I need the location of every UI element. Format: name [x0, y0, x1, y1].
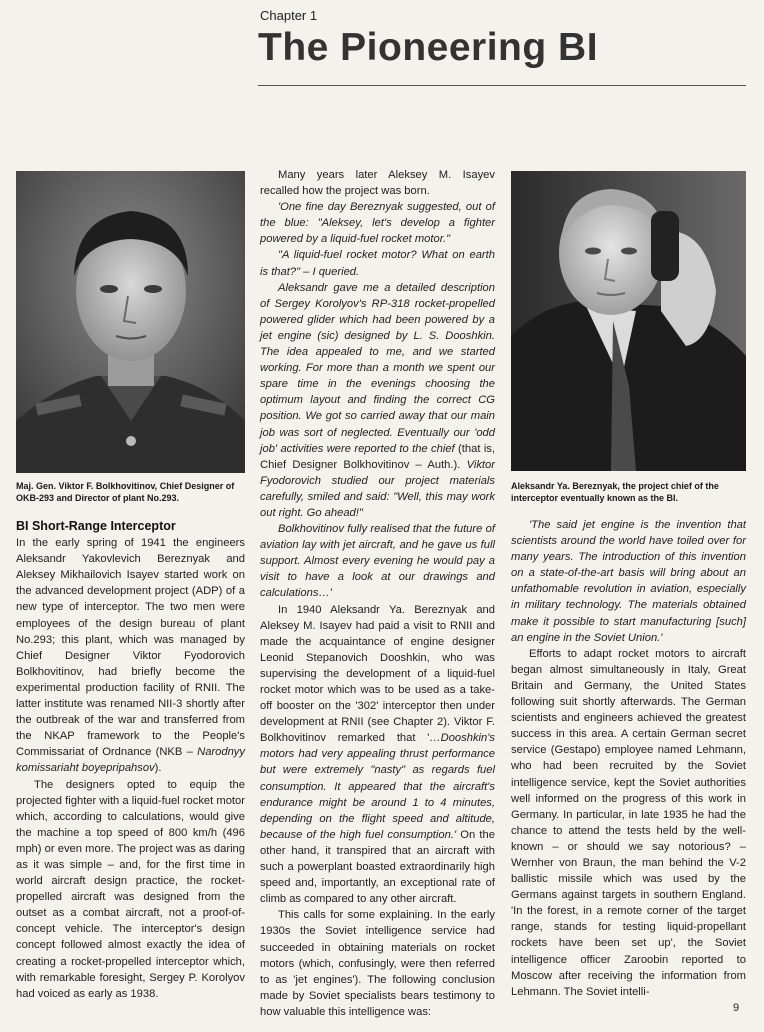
- photo-caption-right: Aleksandr Ya. Bereznyak, the project chief of the interceptor eventually known as the BI.: [511, 481, 719, 503]
- text-column-middle: [260, 167, 495, 1020]
- portrait-photo-bereznyak: [511, 171, 746, 471]
- quote-paragraph: "A liquid-fuel rocket motor? What on earth is that?" – I queried.: [260, 249, 495, 278]
- chapter-label: Chapter 1: [260, 8, 318, 23]
- quote-paragraph: Aleksandr gave me a detailed description of Sergey Korolyov's RP-318 rocket-propelled powered glider which had been powered by a jet engine (sic) designed by L. S. Dooshkin. The idea appealed to me, and we started working. For more than a month we spent our spare time in the evenings choosing the optimum layout and finding the correct CG position. We got so carried away that our main job was sort of neglected. Eventually our 'odd job' activities were reported to the chief (that is, Chief Designer Bolkhovitinov – Auth.). Viktor Fyodorovich studied our project materials carefully, smiled and said: "Well, this may work out right. Go ahead!": [260, 281, 496, 519]
- photo-caption-left: Maj. Gen. Viktor F. Bolkhovitinov, Chief Designer of OKB-293 and Director of plant No.293.: [16, 481, 235, 503]
- paragraph: This calls for some explaining. In the early 1930s the Soviet intelligence service had succeeded in obtaining materials on rocket motors (which, confusingly, were then referred to as 'jet engines'). The following conclusion made by Soviet specialists bears testimony to how valuable this intelligence was:: [260, 909, 495, 1018]
- paragraph: In the early spring of 1941 the engineers Aleksandr Yakovlevich Bereznyak and Aleksey Mikhailovich Isayev started work on the advanced development project (ADP) of a new type of interceptor. The two men were employees of the design bureau of plant No.293; this plant, which was managed by Chief Designer Viktor Fyodorovich Bolkhovitinov, had briefly become the experimental production facility of RNII. The latter institute was renamed NII-3 shortly after the outbreak of the war and transferred from the NKAP framework to the People's Commissariat of Ordnance (NKB – Narodnyy komissariaht boyepripahsov).: [16, 537, 245, 775]
- chapter-title: The Pioneering BI: [258, 26, 599, 69]
- text-column-left: [16, 518, 245, 1002]
- quote-paragraph: 'The said jet engine is the invention that scientists around the world have toiled over for many years. The introduction of this invention on a state-of-the-art basis will bring about an unfathomable revolution in aviation, especially in military technology. The materials obtained make it possible to start manufacturing [such] an engine in the Soviet Union.': [511, 519, 746, 644]
- paragraph: Many years later Aleksey M. Isayev recalled how the project was born.: [260, 169, 495, 198]
- page-number: 9: [733, 1002, 740, 1014]
- paragraph: The designers opted to equip the projected fighter with a liquid-fuel rocket motor which, according to calculations, would give the machine a top speed of 800 km/h (496 mph) or even more. The project was as daring as it was simple – and, for the first time in world aircraft design practice, the rocket-propelled aircraft was designed from the outset as a combat aircraft, not a proof-of-concept vehicle. The interceptor's design concept followed almost exactly the idea of creating a rocket-propelled interceptor which, with remarkable foresight, Sergey P. Korolyov had voiced as early as 1938.: [16, 778, 245, 1000]
- portrait-photo-bolkhovitinov: [16, 171, 245, 473]
- subheading-bi-interceptor: BI Short-Range Interceptor: [16, 519, 176, 533]
- paragraph: In 1940 Aleksandr Ya. Bereznyak and Aleksey M. Isayev had paid a visit to RNII and made the acquaintance of engine designer Leonid Stepanovich Dooshkin, who was supervising the development of a liquid-fuel rocket motor which was to be used as a take-off booster on the '302' interceptor then under development at RNII (see Chapter 2). Viktor F. Bolkhovitinov remarked that '…Dooshkin's motors had very appealing thrust performance but were extremely "nasty" as regards fuel consumption. It appeared that the aircraft's endurance might be around 1 to 4 minutes, depending on the flight speed and altitude, because of the high fuel consumption.' On the other hand, it transpired that an aircraft with such a powerplant boasted extraordinarily high speed and, importantly, an exceptional rate of climb as compared to any other aircraft.: [260, 603, 495, 906]
- quote-paragraph: Bolkhovitinov fully realised that the future of aviation lay with jet aircraft, and he gave us full support. Almost every evening he would pay a visit to have a look at our drawings and calculations…': [260, 523, 495, 600]
- title-rule: [258, 85, 746, 86]
- quote-paragraph: 'One fine day Bereznyak suggested, out of the blue: "Alekseу, let's develop a fighter powered by a liquid-fuel rocket motor.": [260, 201, 495, 246]
- text-column-right: [511, 517, 746, 1000]
- paragraph: Efforts to adapt rocket motors to aircraft began almost simultaneously in Italy, Great Britain and Germany, the United States following suit shortly afterwards. The German scientists and engineers achieved the greatest success in this area. A certain German secret service (Gestapo) employee named Lehmann, who had been recruited by the Soviet intelligence service, kept the Soviet authorities well informed on the progress of this work in Germany. In particular, in late 1935 he had the chance to attend the tests held by the well-known – or should we say notorious? – Wernher von Braun, the man behind the V-2 ballistic missile which was used by the Germans against targets in southern England. 'In the forest, in a remote corner of the target range, stands for testing liquid-propellant rockets have been set up', the Soviet intelligence officer Zaroobin reported to Moscow after receiving the information from Lehmann. The Soviet intelli-: [511, 647, 746, 998]
